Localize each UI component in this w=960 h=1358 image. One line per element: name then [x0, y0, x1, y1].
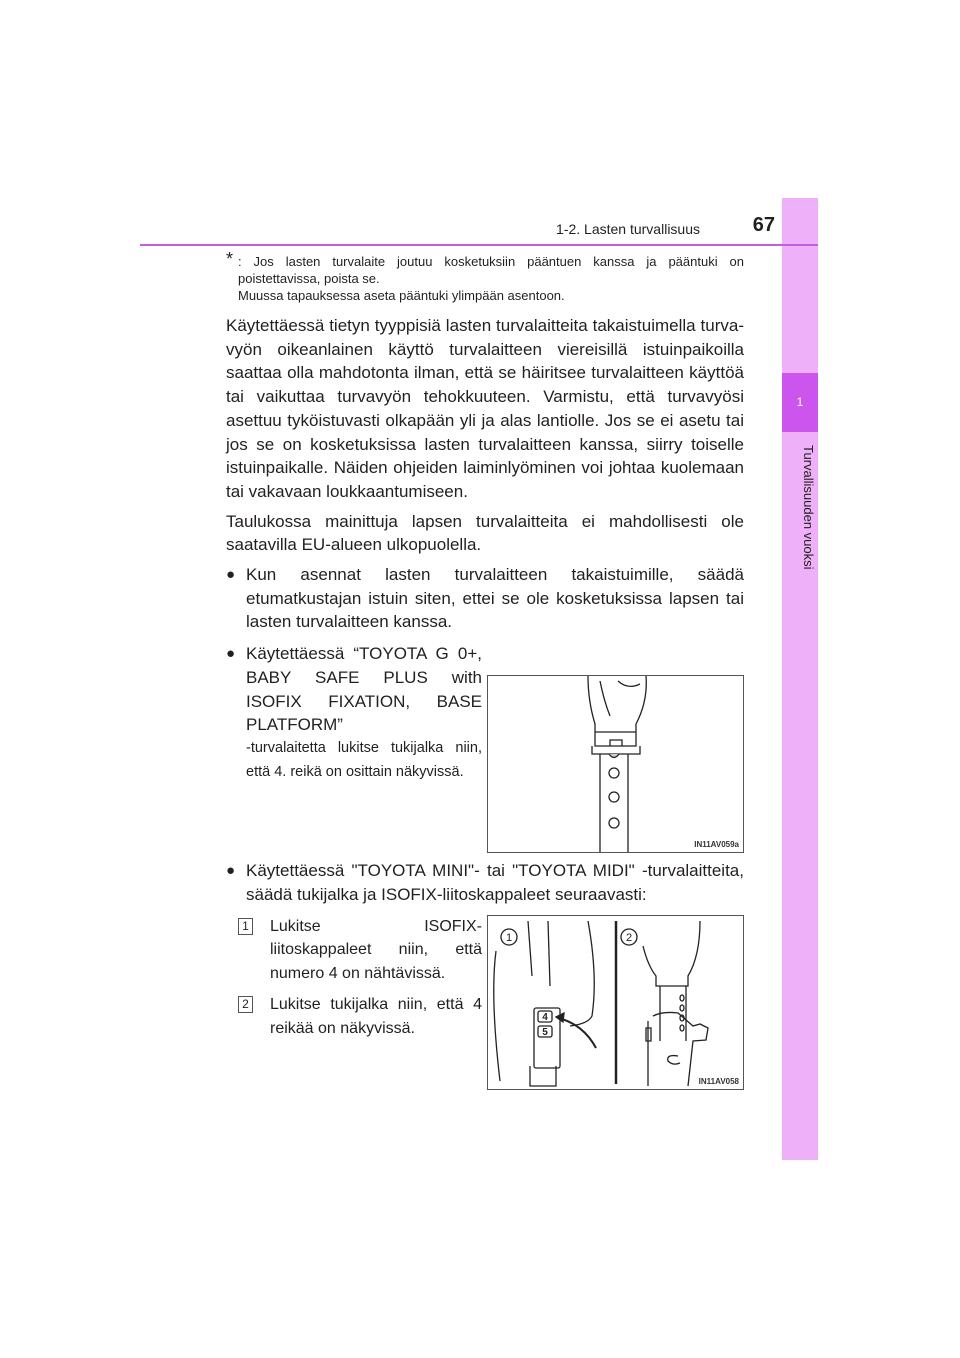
paragraph: Taulukossa mainittuja lapsen turvalaitteita ei mahdollisesti ole saatavilla EU-alueen ulkopuolella.: [226, 511, 744, 555]
section-title: 1-2. Lasten turvallisuus: [556, 221, 700, 237]
support-leg-drawing: [488, 676, 743, 852]
chapter-sidebar: [782, 198, 818, 1160]
figure-code: IN11AV059a: [694, 840, 739, 850]
bullet-text-small: -turvalaitetta lukitse tukijalka niin, että 4. reikä on osittain näkyvissä.: [246, 739, 482, 780]
step-number: 1: [238, 918, 253, 935]
step-list: [226, 915, 482, 1049]
bullet-icon: ●: [226, 645, 236, 663]
bullet-item: [226, 859, 744, 906]
steps-with-figure: [226, 915, 744, 1090]
paragraph: Käytettäessä tietyn tyyppisiä lasten turvalaitteita takaistuimella turvavyön oikeanlainen käyttö turvalaitteen viereisillä istuinpaikoilla saattaa olla mahdotonta ilman, että se häiritsee turvalaitteen käyttöä tai vaikuttaa turvavyön tehokkuuteen. Varmistu, että turvavyösi asettuu tyköistuvasti olkapään yli ja alas lantiolle. Jos se ei asetu tai jos se on kosketuksissa lasten turvalaitteen kanssa, siirry toiselle istuinpaikalle. Näiden ohjeiden laiminlyöminen voi johtaa kuolemaan tai vakavaan loukkaantumiseen.: [226, 316, 744, 501]
chapter-number: 1: [796, 395, 804, 409]
figure-label: 1: [505, 931, 513, 944]
step-text: Lukitse ISOFIX-liitoskappaleet niin, että numero 4 on nähtävissä.: [270, 917, 482, 982]
support-leg-illustration: [487, 675, 744, 853]
figure-label: 2: [625, 931, 633, 944]
figure-code: IN11AV058: [698, 1076, 739, 1086]
header-divider: [140, 244, 818, 246]
main-column: [226, 314, 744, 1096]
footnote: [226, 249, 744, 304]
step-number: 2: [238, 996, 253, 1013]
bullet-text: Käytettäessä “TOYOTA G 0+, BABY SAFE PLUS with ISOFIX FIXATION, BASE PLATFORM”: [246, 644, 482, 735]
bullet-icon: ●: [226, 862, 236, 880]
bullet-item: [226, 642, 482, 784]
bullet-item: [226, 563, 744, 634]
figure-marking: 4: [542, 1011, 548, 1023]
footnote-text: : Jos lasten turvalaite joutuu kosketuksiin pääntuen kanssa ja pääntuki on poistettavissa, poista se.: [238, 254, 744, 286]
footnote-text-2: Muussa tapauksessa aseta pääntuki ylimpään asentoon.: [238, 288, 565, 303]
bullet-icon: ●: [226, 566, 236, 584]
chapter-title: [770, 445, 830, 595]
isofix-illustration: [487, 915, 744, 1090]
step-text: Lukitse tukijalka niin, että 4 reikää on näkyvissä.: [270, 996, 482, 1037]
bullet-text: Käytettäessä "TOYOTA MINI"- tai "TOYOTA MIDI" -turvalaitteita, säädä tukijalka ja ISOFIX-liitoskappaleet seuraavasti:: [246, 861, 744, 904]
isofix-drawing: [488, 916, 743, 1089]
step-item: [238, 915, 482, 986]
bullet-with-figure: [226, 642, 744, 853]
figure-marking: 5: [542, 1026, 548, 1038]
chapter-tab[interactable]: [782, 373, 818, 432]
footnote-marker: *: [226, 249, 234, 269]
bullet-text: Kun asennat lasten turvalaitteen takaistuimille, säädä etumatkustajan istuin siten, ettei se ole kosketuksissa lapsen tai lasten turvalaitteen kanssa.: [246, 565, 744, 632]
page-number: 67: [752, 214, 775, 236]
step-item: [238, 993, 482, 1040]
chapter-title-text: Turvallisuuden vuoksi: [801, 445, 816, 570]
